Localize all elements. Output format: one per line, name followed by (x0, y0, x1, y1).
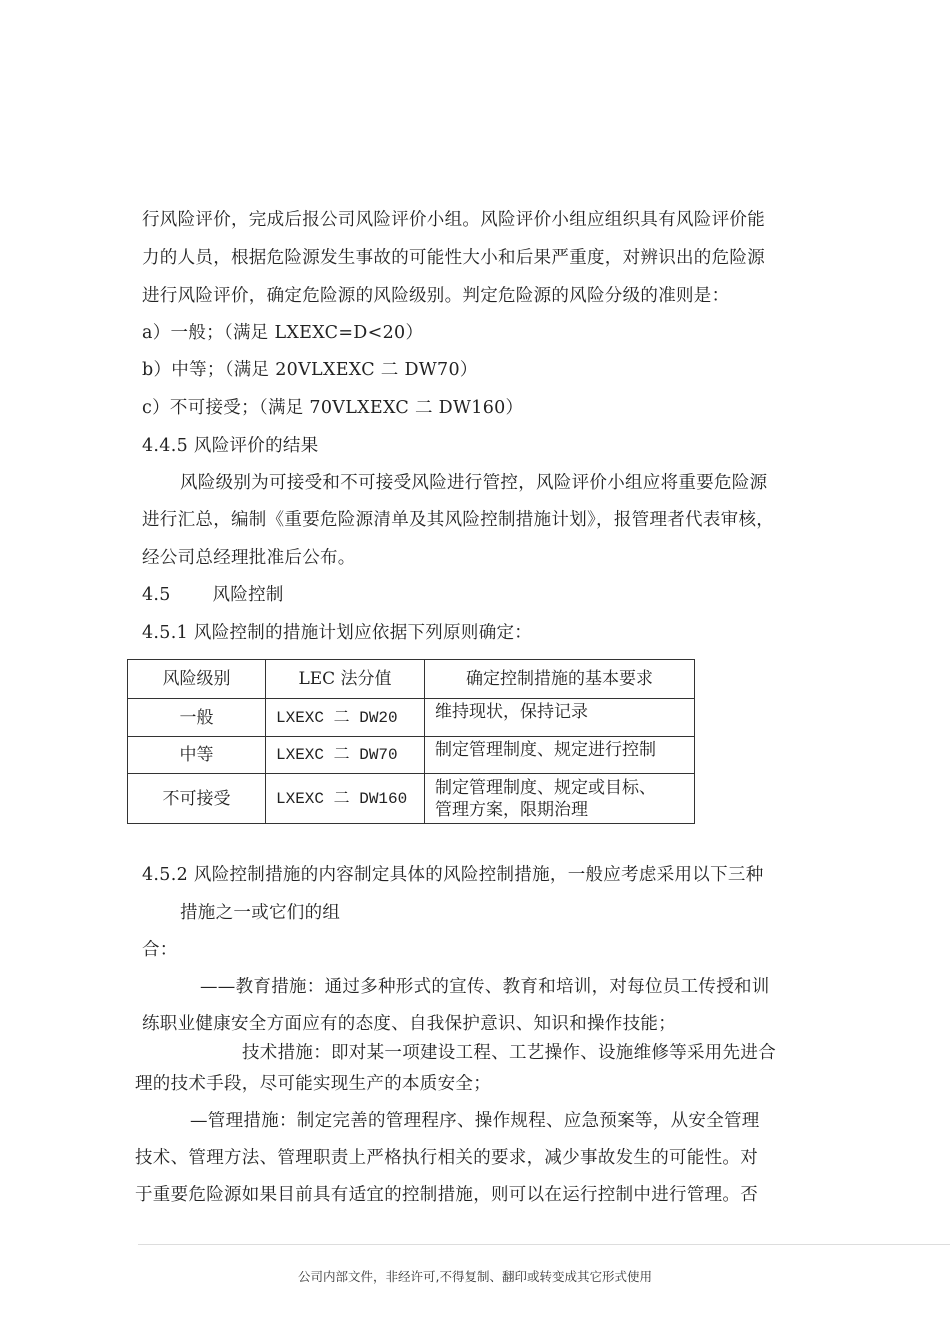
table-row (128, 774, 695, 824)
education-measures-cont: 练职业健康安全方面应有的态度、自我保护意识、知识和操作技能； (142, 1014, 676, 1034)
table-cell: 中等 (128, 737, 266, 774)
table-cell-line: 管理方案，限期治理 (435, 799, 588, 820)
section-heading-4-5-2-cont: 合： (142, 940, 178, 960)
technical-measures-cont: 理的技术手段，尽可能实现生产的本质安全； (135, 1074, 491, 1094)
paragraph-line: 经公司总经理批准后公布。 (142, 548, 356, 568)
section-title: 风险控制 (212, 585, 284, 605)
paragraph-line: 行风险评价，完成后报公司风险评价小组。风险评价小组应组织具有风险评价能 (142, 210, 765, 230)
table-header-cell: 风险级别 (128, 660, 266, 699)
criteria-item-unacceptable: c）不可接受；（满足 70VLXEXC 二 DW160） (142, 398, 524, 418)
criteria-item-general: a）一般；（满足 LXEXC=D<20） (142, 323, 424, 343)
table-row (128, 699, 695, 737)
table-header-cell: LEC 法分值 (266, 660, 425, 699)
table-cell: 维持现状，保持记录 (425, 699, 695, 737)
management-measures: —管理措施：制定完善的管理程序、操作规程、应急预案等，从安全管理 (190, 1111, 760, 1131)
management-measures-cont: 技术、管理方法、管理职责上严格执行相关的要求，减少事故发生的可能性。对 (135, 1148, 758, 1168)
table-cell: 一般 (128, 699, 266, 737)
table-header-row (128, 660, 695, 699)
table-row (128, 737, 695, 774)
paragraph-line: 进行风险评价，确定危险源的风险级别。判定危险源的风险分级的准则是： (142, 286, 730, 306)
table-cell: 制定管理制度、规定进行控制 (425, 737, 695, 774)
section-heading-4-5-1: 4.5.1 风险控制的措施计划应依据下列原则确定： (142, 623, 533, 643)
section-heading-4-5-2: 4.5.2 风险控制措施的内容制定具体的风险控制措施，一般应考虑采用以下三种 (142, 865, 764, 885)
section-number: 4.5 (142, 585, 171, 605)
section-heading-4-5-2-cont: 措施之一或它们的组 (180, 903, 341, 923)
technical-measures: 技术措施：即对某一项建设工程、工艺操作、设施维修等采用先进合 (242, 1043, 776, 1063)
table-cell (425, 774, 695, 824)
paragraph-line: 进行汇总，编制《重要危险源清单及其风险控制措施计划》，报管理者代表审核， (142, 510, 775, 530)
risk-control-table (127, 659, 695, 824)
section-heading-4-4-5: 4.4.5 风险评价的结果 (142, 436, 319, 456)
table-cell-line: 制定管理制度、规定或目标、 (435, 777, 656, 798)
paragraph-line: 力的人员，根据危险源发生事故的可能性大小和后果严重度，对辨识出的危险源 (142, 248, 765, 268)
table-cell: LXEXC 二 DW160 (266, 774, 425, 824)
table-cell: 不可接受 (128, 774, 266, 824)
section-heading-4-5 (142, 583, 284, 607)
education-measures: ——教育措施：通过多种形式的宣传、教育和培训，对每位员工传授和训 (200, 977, 770, 997)
table-header-cell: 确定控制措施的基本要求 (425, 660, 695, 699)
table-cell: LXEXC 二 DW20 (266, 699, 425, 737)
table-cell: LXEXC 二 DW70 (266, 737, 425, 774)
management-measures-cont: 于重要危险源如果目前具有适宜的控制措施，则可以在运行控制中进行管理。否 (135, 1185, 758, 1205)
criteria-item-medium: b）中等；（满足 20VLXEXC 二 DW70） (142, 360, 478, 380)
page-footer: 公司内部文件，非经许可,不得复制、翻印或转变成其它形式使用 (298, 1269, 652, 1284)
footer-divider (138, 1244, 950, 1245)
paragraph-line: 风险级别为可接受和不可接受风险进行管控，风险评价小组应将重要危险源 (180, 473, 768, 493)
